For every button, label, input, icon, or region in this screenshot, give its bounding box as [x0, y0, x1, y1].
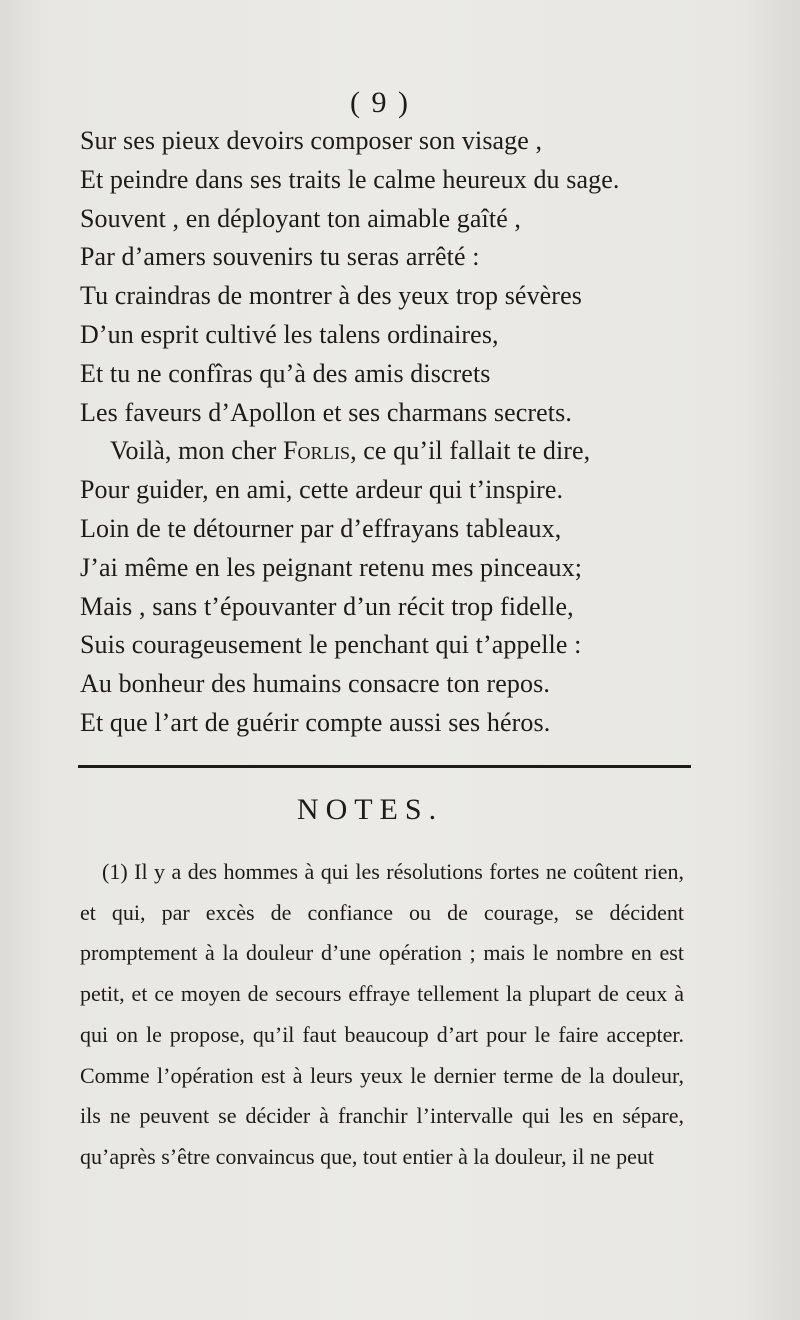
- verse-line: Au bonheur des humains consacre ton repos.: [80, 669, 550, 699]
- verse-block: [80, 122, 720, 743]
- verse-line: Par d’amers souvenirs tu seras arrêté :: [80, 242, 480, 272]
- verse-line: Et que l’art de guérir compte aussi ses héros.: [80, 707, 551, 737]
- section-divider: [78, 765, 691, 768]
- verse-name-forlis: Forlis: [282, 436, 351, 466]
- verse-line: J’ai même en les peignant retenu mes pinceaux;: [80, 552, 583, 582]
- verse-line: Sur ses pieux devoirs composer son visage ,: [80, 126, 543, 155]
- verse-line: Mais , sans t’épouvanter d’un récit trop fidelle,: [80, 591, 574, 621]
- verse-line: Souvent , en déployant ton aimable gaîté ,: [80, 203, 522, 233]
- verse-line: D’un esprit cultivé les talens ordinaires,: [80, 319, 499, 349]
- verse-line: Les faveurs d’Apollon et ses charmans secrets.: [80, 397, 572, 427]
- verse-line: Tu craindras de montrer à des yeux trop sévères: [80, 281, 582, 311]
- notes-block: [80, 852, 684, 1178]
- verse-line: Et peindre dans ses traits le calme heureux du sage.: [80, 164, 620, 194]
- verse-line: [80, 432, 720, 471]
- verse-line: Et tu ne confîras qu’à des amis discrets: [80, 358, 491, 388]
- verse-text: Voilà, mon cher: [110, 436, 283, 466]
- note-paragraph: (1) Il y a des hommes à qui les résolutions fortes ne coûtent rien, et qui, par excès de confiance ou de courage, se décident promptement à la douleur d’une opération ; mais le nombre en est petit, et ce moyen de secours effraye tellement la plupart de ceux à qui on le propose, qu’il faut beaucoup d’art pour le faire accepter. Comme l’opération est à leurs yeux le dernier terme de la douleur, ils ne peuvent se décider à franchir l’intervalle qui les en sépare, qu’après s’être convaincus que, tout entier à la douleur, il ne peut: [80, 859, 684, 1169]
- page-number: ( 9 ): [350, 86, 410, 119]
- verse-line: Pour guider, en ami, cette ardeur qui t’inspire.: [80, 475, 564, 505]
- notes-heading: NOTES.: [296, 793, 444, 826]
- verse-line: Loin de te détourner par d’effrayans tableaux,: [80, 513, 562, 543]
- verse-line: Suis courageusement le penchant qui t’appelle :: [80, 630, 582, 660]
- verse-text: , ce qu’il fallait te dire,: [350, 436, 591, 466]
